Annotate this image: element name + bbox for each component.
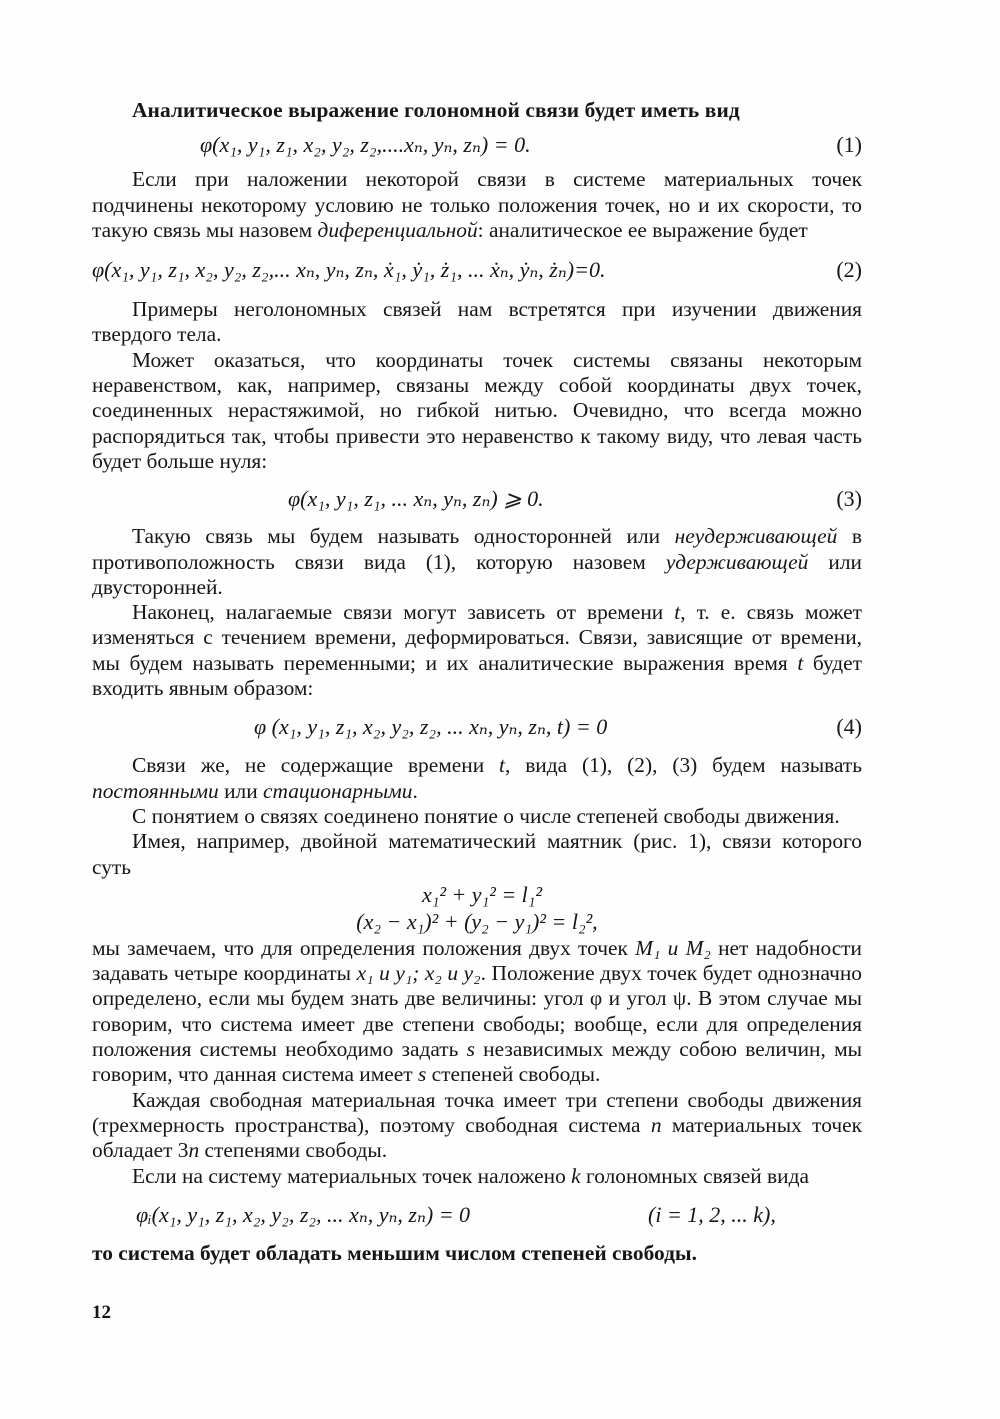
equation-1	[92, 123, 862, 167]
equation-2-number: (2)	[836, 257, 862, 283]
equation-5	[92, 880, 862, 936]
paragraph-5: Такую связь мы будем называть односторонней или неудерживающей в противоположность связи вида (1), которую назовем удерживающей или двусторонней.	[92, 524, 862, 599]
equation-3-body: φ(x₁, y₁, z₁, ... xₙ, yₙ, zₙ) ⩾ 0.	[288, 486, 544, 512]
equation-6-body: φᵢ(x₁, y₁, z₁, x₂, y₂, z₂, ... xₙ, yₙ, zₙ) = 0	[136, 1201, 471, 1227]
paragraph-8: С понятием о связях соединено понятие о числе степеней свободы движения.	[132, 803, 840, 828]
paragraph-12: Если на систему материальных точек наложено k голономных связей вида	[132, 1163, 809, 1188]
paragraph-10: мы замечаем, что для определения положения двух точек M₁ и M₂ нет надобности задавать четыре координаты x₁ и y₁; x₂ и y₂. Положение двух точек будет однозначно определено, если мы будем знать две величины: угол φ и угол ψ. В этом случае мы говорим, что система имеет две степени свободы; вообще, если для определения положения системы необходимо задать s независимых между собою величин, мы говорим, что данная система имеет s степеней свободы.	[92, 935, 863, 1087]
equation-2	[92, 243, 862, 297]
paragraph-9: Имея, например, двойной математический маятник (рис. 1), связи которого суть	[92, 829, 862, 879]
equation-2-body: φ(x₁, y₁, z₁, x₂, y₂, z₂,... xₙ, yₙ, zₙ, ẋ₁, ẏ₁, ż₁, ... ẋₙ, ẏₙ, żₙ)=0.	[92, 257, 606, 283]
equation-1-body: φ(x₁, y₁, z₁, x₂, y₂, z₂,....xₙ, yₙ, zₙ) = 0.	[200, 132, 531, 158]
paragraph-3: Примеры неголономных связей нам встретятся при изучении движения твердого тела.	[92, 297, 862, 347]
paragraph-6: Наконец, налагаемые связи могут зависеть от времени t, т. е. связь может изменяться с течением времени, деформироваться. Связи, зависящие от времени, мы будем называть переменными; и их аналитические выражения время t будет входить явным образом:	[92, 600, 863, 701]
paragraph-4: Может оказаться, что координаты точек системы связаны некоторым неравенством, как, например, связаны между собой координаты двух точек, соединенных нерастяжимой, но гибкой нитью. Очевидно, что всегда можно распорядиться так, чтобы привести это неравенство к такому виду, что левая часть будет больше нуля:	[92, 347, 862, 473]
equation-5-line-1: x₁² + y₁² = l₁²	[421, 881, 543, 907]
equation-4	[92, 701, 862, 753]
equation-5-line-2: (x₂ − x₁)² + (y₂ − y₁)² = l₂²,	[356, 908, 598, 934]
equation-4-number: (4)	[836, 714, 862, 740]
equation-6	[92, 1189, 862, 1241]
paragraph-2: Если при наложении некоторой связи в системе материальных точек подчинены некоторому условию не только положения точек, но и их скорости, то такую связь мы назовем диференциальной: аналитическое ее выражение будет	[92, 167, 862, 242]
equation-3	[92, 474, 862, 524]
equation-4-body: φ (x₁, y₁, z₁, x₂, y₂, z₂, ... xₙ, yₙ, zₙ, t) = 0	[254, 714, 608, 740]
text-column	[92, 98, 862, 1266]
equation-3-number: (3)	[836, 486, 862, 512]
emphasis-holding: удерживающей	[665, 549, 809, 574]
emphasis-constant: постоянными	[92, 778, 219, 803]
emphasis-nonholding: неудерживающей	[674, 524, 838, 549]
page-number: 12	[92, 1302, 111, 1323]
emphasis-differential: диференциальной	[317, 217, 478, 242]
paragraph-13: то система будет обладать меньшим числом степеней свободы.	[92, 1240, 697, 1265]
paragraph-1: Аналитическое выражение голономной связи будет иметь вид	[132, 98, 740, 122]
equation-1-number: (1)	[836, 132, 862, 158]
paragraph-7: Связи же, не содержащие времени t, вида (1), (2), (3) будем называть постоянными или стационарными.	[92, 753, 862, 803]
emphasis-stationary: стационарными	[263, 778, 413, 803]
paragraph-11: Каждая свободная материальная точка имеет три степени свободы движения (трехмерность пространства), поэтому свободная система n материальных точек обладает 3n степенями свободы.	[92, 1087, 862, 1163]
equation-6-condition: (i = 1, 2, ... k),	[648, 1201, 776, 1227]
